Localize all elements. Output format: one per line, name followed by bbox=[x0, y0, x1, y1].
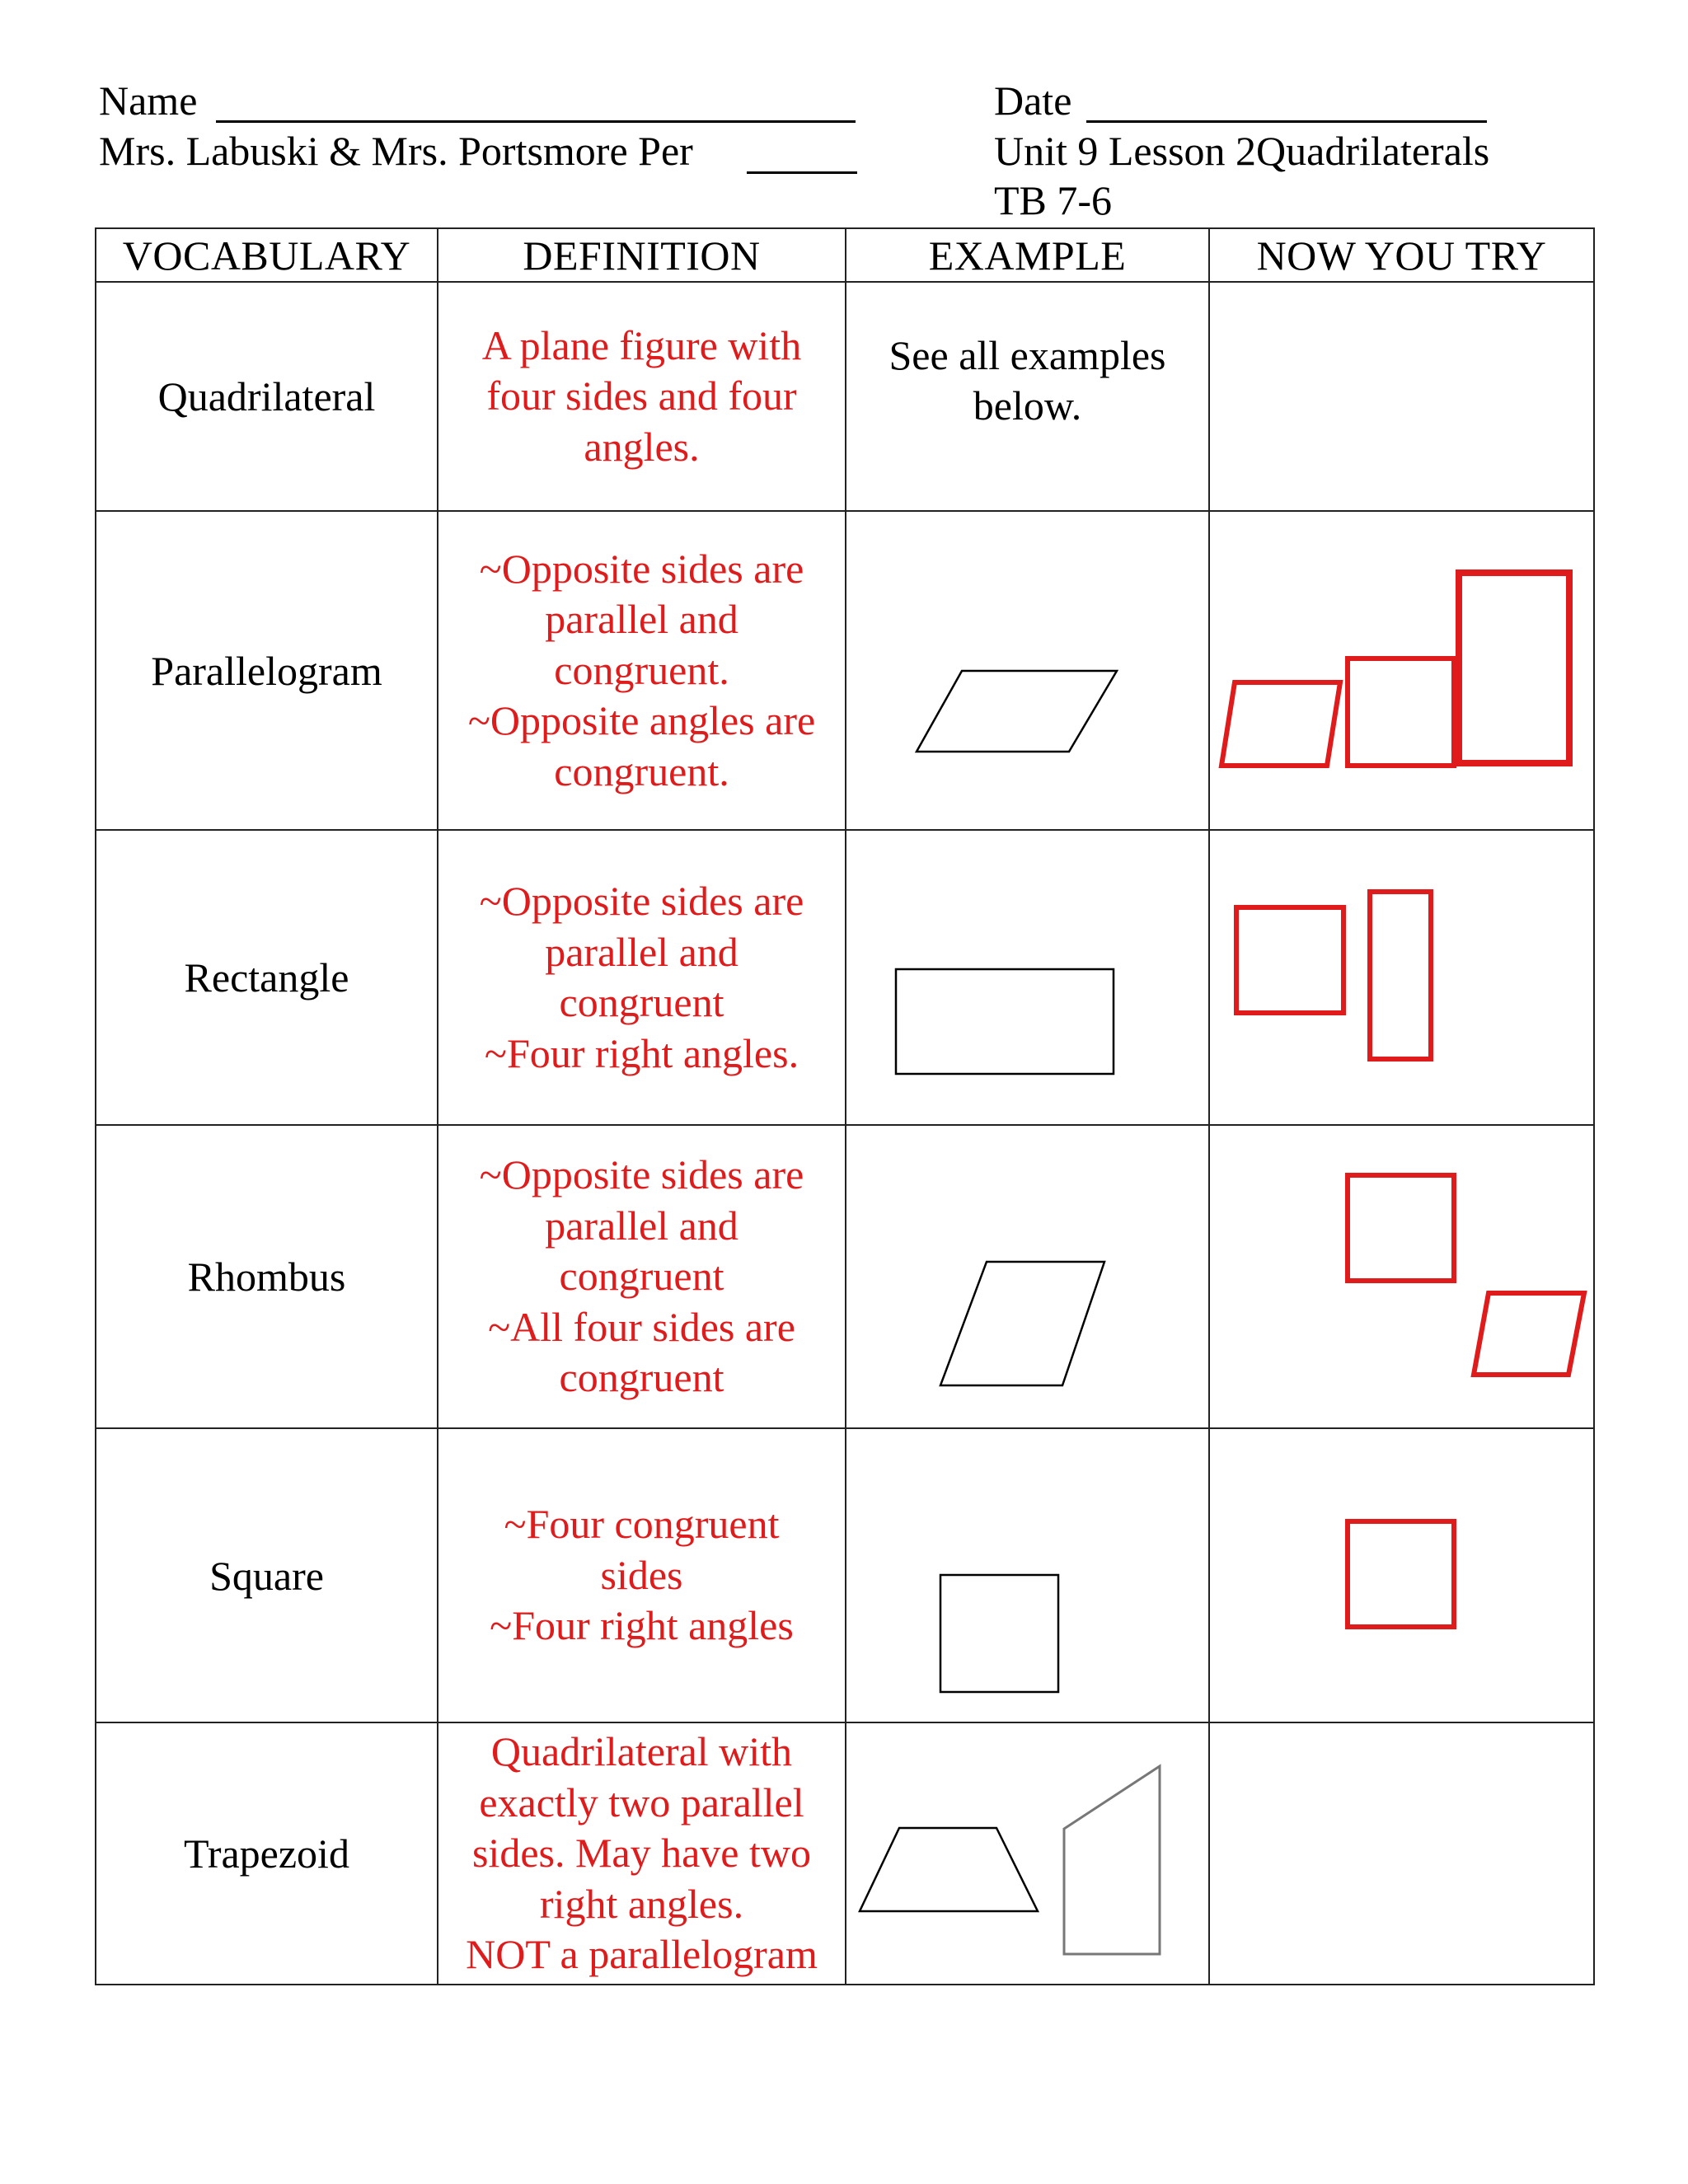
table-row-rectangle bbox=[96, 830, 1594, 1125]
definition-line: sides bbox=[600, 1551, 683, 1598]
date-label: Date bbox=[994, 77, 1072, 124]
term-trapezoid: Trapezoid bbox=[96, 1722, 438, 1985]
definition-line: ~All four sides are bbox=[488, 1303, 795, 1350]
rhombus-example-figure bbox=[846, 1126, 1210, 1427]
table-row-trapezoid bbox=[96, 1722, 1594, 1985]
definition-line: congruent bbox=[559, 1253, 724, 1300]
example-text-line: See all examples bbox=[889, 332, 1166, 378]
term-rectangle: Rectangle bbox=[96, 830, 438, 1125]
definition-line: congruent. bbox=[554, 748, 729, 794]
example-text-line: below. bbox=[973, 382, 1082, 429]
example-parallelogram bbox=[846, 511, 1209, 830]
definition-line: congruent. bbox=[554, 646, 729, 693]
date-blank-line[interactable] bbox=[1086, 120, 1487, 123]
definition-quadrilateral bbox=[438, 282, 846, 511]
term-quadrilateral: Quadrilateral bbox=[96, 282, 438, 511]
example-trapezoid bbox=[846, 1722, 1209, 1985]
lesson-title: Unit 9 Lesson 2Quadrilaterals bbox=[994, 128, 1490, 174]
period-blank-line[interactable] bbox=[747, 171, 857, 174]
try-square[interactable] bbox=[1209, 1428, 1594, 1722]
square-example-figure bbox=[846, 1429, 1210, 1722]
definition-line: parallel and bbox=[545, 596, 738, 643]
name-blank-line[interactable] bbox=[216, 120, 856, 123]
try-rhombus[interactable] bbox=[1209, 1125, 1594, 1428]
table-row-square bbox=[96, 1428, 1594, 1722]
try-trapezoid[interactable] bbox=[1209, 1722, 1594, 1985]
rhombus-student-drawings bbox=[1210, 1126, 1595, 1427]
definition-line: ~Opposite sides are bbox=[479, 878, 804, 924]
table-row-parallelogram bbox=[96, 511, 1594, 830]
square-student-drawing bbox=[1210, 1429, 1595, 1722]
parallelogram-example-figure bbox=[846, 512, 1210, 829]
name-label: Name bbox=[99, 77, 198, 124]
definition-line: sides. May have two bbox=[471, 1830, 812, 1877]
try-parallelogram[interactable] bbox=[1209, 511, 1594, 830]
definition-rhombus bbox=[438, 1125, 846, 1428]
definition-line: parallel and bbox=[545, 1202, 738, 1249]
definition-line: ~Opposite sides are bbox=[479, 1151, 804, 1198]
term-square: Square bbox=[96, 1428, 438, 1722]
try-quadrilateral[interactable] bbox=[1209, 282, 1594, 511]
rectangle-example-figure bbox=[846, 831, 1210, 1124]
column-header-vocabulary: VOCABULARY bbox=[96, 228, 438, 282]
example-square bbox=[846, 1428, 1209, 1722]
definition-line: NOT a parallelogram bbox=[466, 1931, 818, 1978]
vocabulary-table bbox=[95, 227, 1595, 1985]
rectangle-student-drawings bbox=[1210, 831, 1595, 1124]
parallelogram-student-drawings bbox=[1210, 512, 1595, 829]
table-row-rhombus bbox=[96, 1125, 1594, 1428]
definition-line: ~Four right angles. bbox=[484, 1029, 799, 1076]
teachers-label: Mrs. Labuski & Mrs. Portsmore Per bbox=[99, 128, 693, 174]
try-rectangle[interactable] bbox=[1209, 830, 1594, 1125]
definition-line: ~Opposite sides are bbox=[479, 545, 804, 592]
trapezoid-example-figures bbox=[846, 1723, 1210, 1984]
definition-square bbox=[438, 1428, 846, 1722]
definition-line: ~Four right angles bbox=[490, 1602, 794, 1649]
column-header-now-you-try: NOW YOU TRY bbox=[1209, 228, 1594, 282]
table-row-quadrilateral bbox=[96, 282, 1594, 511]
definition-line: angles. bbox=[584, 423, 700, 470]
definition-line: right angles. bbox=[539, 1880, 744, 1927]
column-header-definition: DEFINITION bbox=[438, 228, 846, 282]
term-parallelogram: Parallelogram bbox=[96, 511, 438, 830]
term-rhombus: Rhombus bbox=[96, 1125, 438, 1428]
example-rhombus bbox=[846, 1125, 1209, 1428]
definition-line: congruent bbox=[559, 979, 724, 1025]
definition-line: exactly two parallel bbox=[479, 1779, 804, 1825]
definition-line: congruent bbox=[559, 1354, 724, 1401]
definition-line: parallel and bbox=[545, 928, 738, 975]
definition-line: ~Four congruent bbox=[504, 1501, 780, 1548]
definition-line: Quadrilateral with bbox=[490, 1728, 793, 1775]
definition-line: four sides and four bbox=[486, 373, 797, 419]
example-rectangle bbox=[846, 830, 1209, 1125]
example-quadrilateral bbox=[846, 282, 1209, 511]
definition-line: A plane figure with bbox=[481, 321, 802, 368]
lesson-code: TB 7-6 bbox=[994, 177, 1113, 223]
definition-line: ~Opposite angles are bbox=[467, 697, 816, 744]
definition-rectangle bbox=[438, 830, 846, 1125]
table-header-row bbox=[96, 228, 1594, 282]
definition-trapezoid bbox=[438, 1722, 846, 1985]
definition-parallelogram bbox=[438, 511, 846, 830]
column-header-example: EXAMPLE bbox=[846, 228, 1209, 282]
